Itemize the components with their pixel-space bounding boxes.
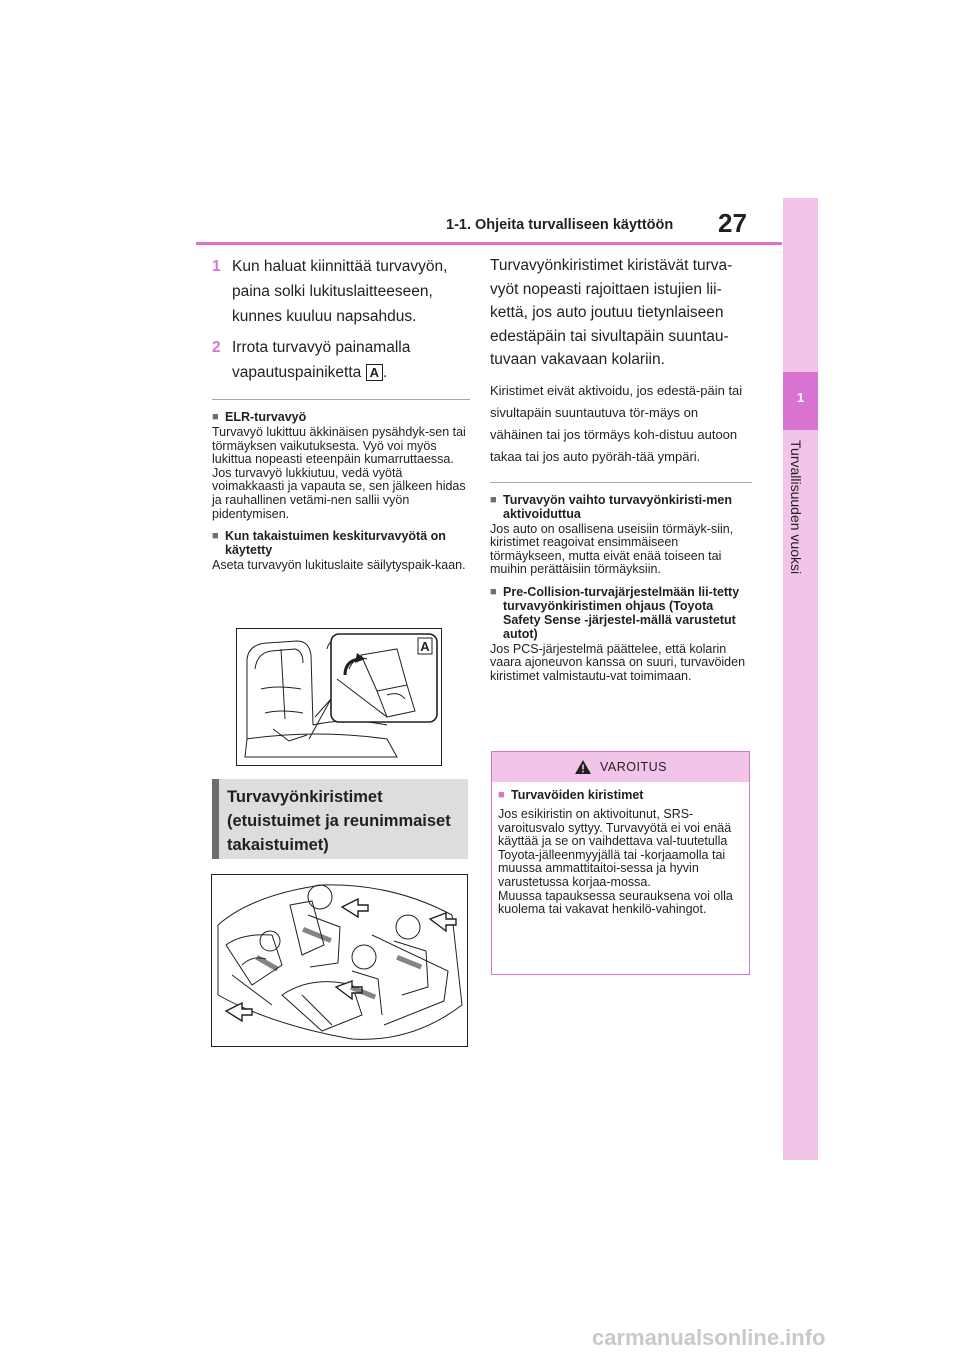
left-column <box>212 254 470 581</box>
warning-label: VAROITUS <box>600 760 667 774</box>
header-rule <box>196 242 782 245</box>
divider <box>490 482 752 483</box>
step-text: Kun haluat kiinnittää turvavyön, paina solki lukituslaitteeseen, kunnes kuuluu napsahdus. <box>232 258 448 325</box>
chapter-label: Turvallisuuden vuoksi <box>788 440 804 575</box>
intro-paragraph: Turvavyönkiristimet kiristävät turva-vyöt nopeasti rajoittaen istujien lii-kettä, jos auto joutuu tietynlaiseen edestäpäin tai sivultapäin suuntau-tuvaan vakavaan kolariin. <box>490 257 733 368</box>
chapter-number: 1 <box>796 390 805 405</box>
section-title: 1-1. Ohjeita turvalliseen käyttöön <box>446 217 674 233</box>
step-2 <box>212 335 470 385</box>
note-title <box>212 410 470 424</box>
note-body: Aseta turvavyön lukituslaite säilytyspaik-kaan. <box>212 558 466 573</box>
warning-body-consequence: Muussa tapauksessa seurauksena voi olla kuolema tai vakavat henkilö-vahingot. <box>498 888 733 917</box>
step-number: 2 <box>212 339 221 356</box>
car-interior-illustration <box>212 875 467 1046</box>
watermark: carmanualsonline.info <box>592 1325 826 1350</box>
warning-box <box>491 751 750 975</box>
square-bullet-icon: ■ <box>498 789 505 801</box>
note-title <box>490 585 752 641</box>
note-title <box>212 529 470 557</box>
step-text-main: Irrota turvavyö painamalla vapautuspainiketta <box>232 339 411 381</box>
warning-title-text: Turvavöiden kiristimet <box>511 788 644 802</box>
note-body: Turvavyö lukittuu äkkinäisen pysähdyk-sen tai törmäyksen vaikutuksesta. Vyö voi myös lukittua nopeasti eteenpäin kumarruttaessa. Jos turvavyö lukkiutuu, vedä vyötä voimakkaasti ja vapauta se, sen jälkeen hidas ja rauhallinen vetämi-nen sallii vyön pidentymisen. <box>212 425 466 521</box>
figure-callout-a: A <box>420 639 430 654</box>
square-bullet-icon: ■ <box>212 530 219 543</box>
section-heading <box>212 779 468 859</box>
note-title <box>490 493 752 521</box>
warning-body: Jos esikiristin on aktivoitunut, SRS-varoitusvalo syttyy. Turvavyötä ei voi enää käyttää ja se on vaihdettava val-tuutetulla Toyota-jälleenmyyjällä tai -korjaamolla tai muussa ammattitaitoi-sessa ja hyvin varustetussa korjaa-mossa. <box>498 807 732 889</box>
warning-title <box>498 788 743 802</box>
note-body: Jos auto on osallisena useisiin törmäyk-siin, kiristimet reagoivat ensimmäiseen törmäykseen, mutta eivät enää toiseen tai muihin perättäisiin törmäyksiin. <box>490 521 734 577</box>
section-heading-line: Turvavyönkiristimet <box>227 788 383 806</box>
section-heading-line: takaistuimet) <box>227 836 329 854</box>
warning-header <box>492 752 749 782</box>
right-column <box>490 254 752 692</box>
step-text-suffix: . <box>382 364 388 381</box>
detail-paragraph: Kiristimet eivät aktivoidu, jos edestä-päin tai sivultapäin suuntautuva tör-mäys on vähäinen tai jos törmäys koh-distuu autoon takaa tai jos auto pyöräh-tää ympäri. <box>490 382 743 464</box>
note-title-text: Turvavyön vaihto turvavyönkiristi-men aktivoiduttua <box>503 492 732 521</box>
page-number: 27 <box>718 208 747 238</box>
note-title-text: ELR-turvavyö <box>225 410 307 424</box>
square-bullet-icon: ■ <box>490 585 497 598</box>
chapter-tab[interactable] <box>783 372 818 430</box>
square-bullet-icon: ■ <box>212 411 219 423</box>
step-1 <box>212 254 470 329</box>
section-heading-line: (etuistuimet ja reunimmaiset <box>227 812 451 830</box>
step-number: 1 <box>212 258 221 275</box>
note-title-text: Pre-Collision-turvajärjestelmään lii-tetty turvavyönkiristimen ohjaus (Toyota Safety Sense -järjestel-mällä varustetut autot) <box>503 584 740 641</box>
pretensioner-figure <box>211 874 468 1047</box>
callout-badge: A <box>366 364 383 381</box>
side-tab-background <box>783 198 818 372</box>
seat-illustration <box>237 629 441 765</box>
square-bullet-icon: ■ <box>490 493 497 506</box>
note-title-text: Kun takaistuimen keskiturvavyötä on käytetty <box>225 529 446 558</box>
note-body: Jos PCS-järjestelmä päättelee, että kolarin vaara ajoneuvon kanssa on suuri, turvavöiden kiristimet valmistautu-vat toimimaan. <box>490 641 746 684</box>
step-text <box>232 335 470 385</box>
warning-content <box>492 782 749 917</box>
seat-belt-buckle-figure <box>236 628 442 766</box>
divider <box>212 399 470 400</box>
warning-triangle-icon <box>574 759 592 775</box>
